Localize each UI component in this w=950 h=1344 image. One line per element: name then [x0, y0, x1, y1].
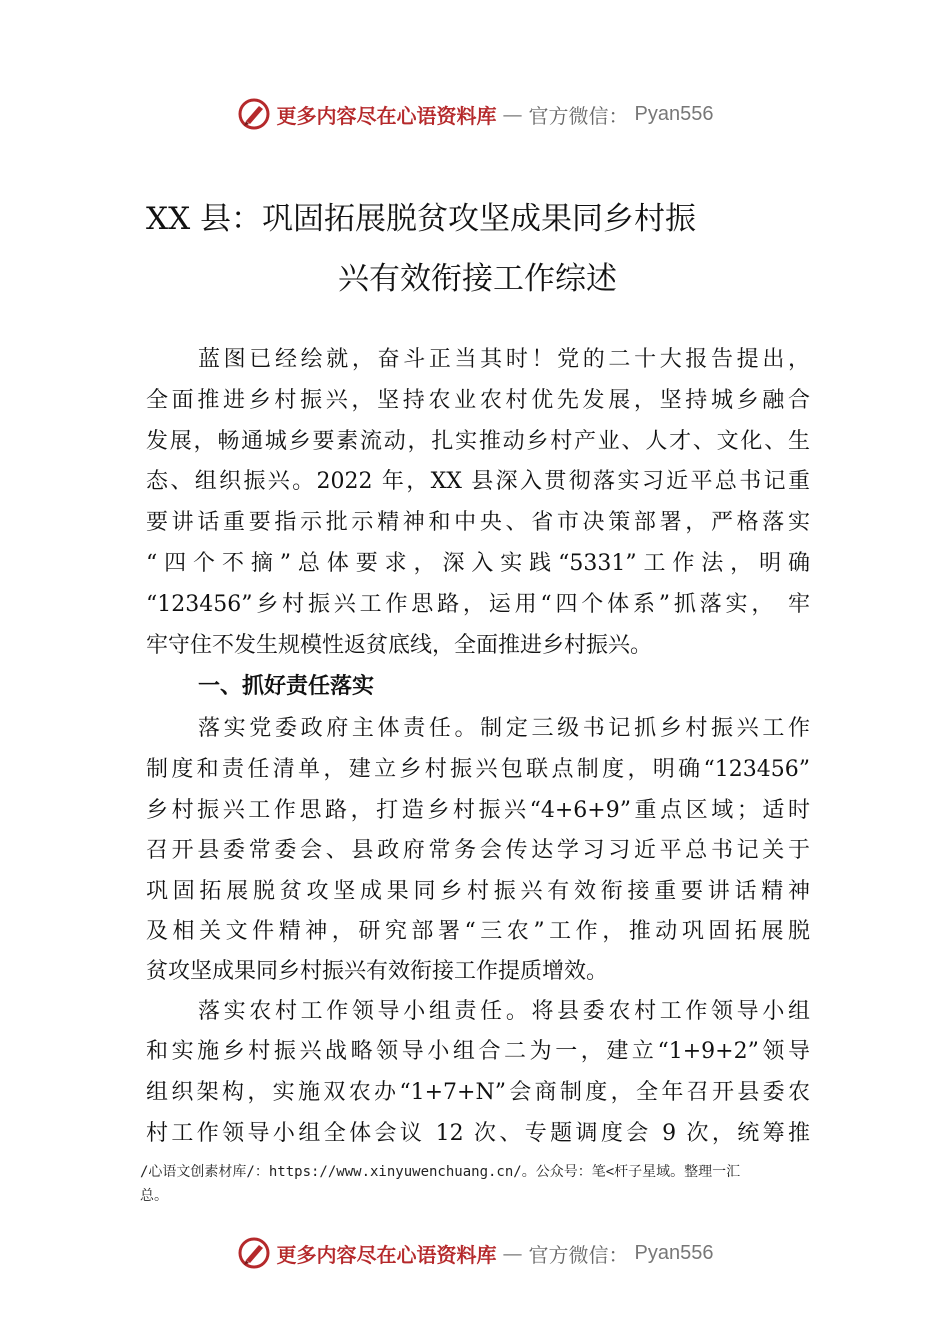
paragraph-3-line-3: 组织架构，实施双农办“1+7+N”会商制度，全年召开县委农: [146, 1080, 810, 1105]
bottom-watermark-banner: [0, 1233, 950, 1273]
paragraph-2-line-2: 制度和责任清单，建立乡村振兴包联点制度，明确“123456”: [146, 757, 810, 782]
banner-wechat-label: 官方微信：: [528, 103, 629, 128]
paragraph-1-line-3: 发展，畅通城乡要素流动，扎实推动乡村产业、人才、文化、生: [146, 429, 810, 454]
footer-source-note-line-1: /心语文创素材库/：https://www.xinyuwenchuang.cn/。公众号：笔<杆子星域。整理一汇: [140, 1164, 741, 1180]
banner-wechat-id: Pyan556: [634, 1241, 714, 1264]
paragraph-1-line-2: 全面推进乡村振兴，坚持农业农村优先发展，坚持城乡融合: [146, 388, 810, 413]
paragraph-3-line-1: 落实农村工作领导小组责任。将县委农村工作领导小组: [198, 999, 810, 1024]
paragraph-2-line-4: 召开县委常委会、县政府常务会传达学习习近平总书记关于: [146, 838, 810, 863]
paragraph-2-line-7: 贫攻坚成果同乡村振兴有效衔接工作提质增效。: [146, 959, 609, 984]
paragraph-1-line-1: 蓝图已经绘就，奋斗正当其时！党的二十大报告提出，: [198, 347, 810, 372]
banner-wechat-id: Pyan556: [634, 102, 714, 125]
paragraph-1-line-4: 态、组织振兴。2022 年，XX 县深入贯彻落实习近平总书记重: [146, 469, 810, 494]
pen-logo-icon: [237, 97, 271, 131]
banner-brand-text: 更多内容尽在心语资料库: [276, 103, 497, 128]
paragraph-1-line-5: 要讲话重要指示批示精神和中央、省市决策部署，严格落实: [146, 510, 810, 535]
paragraph-3-line-4: 村工作领导小组全体会议 12 次、专题调度会 9 次，统筹推: [146, 1121, 810, 1146]
banner-dash: —: [502, 102, 523, 126]
document-title-line-1: XX 县：巩固拓展脱贫攻坚成果同乡村振: [146, 201, 696, 237]
section-heading-1: 一、抓好责任落实: [198, 674, 375, 699]
paragraph-2-line-3: 乡村振兴工作思路，打造乡村振兴“4+6+9”重点区域；适时: [146, 798, 810, 823]
banner-brand-text: 更多内容尽在心语资料库: [276, 1242, 497, 1267]
paragraph-2-line-6: 及相关文件精神，研究部署“三农”工作，推动巩固拓展脱: [146, 919, 810, 944]
paragraph-2-line-5: 巩固拓展脱贫攻坚成果同乡村振兴有效衔接重要讲话精神: [146, 879, 810, 904]
top-watermark-banner: [0, 94, 950, 134]
document-title-line-2: 兴有效衔接工作综述: [338, 261, 617, 297]
pen-logo-icon: [237, 1236, 271, 1270]
banner-wechat-label: 官方微信：: [528, 1242, 629, 1267]
paragraph-2-line-1: 落实党委政府主体责任。制定三级书记抓乡村振兴工作: [198, 716, 810, 741]
paragraph-3-line-2: 和实施乡村振兴战略领导小组合二为一，建立“1+9+2”领导: [146, 1039, 810, 1064]
paragraph-1-line-7: “123456”乡村振兴工作思路，运用“四个体系”抓落实， 牢: [146, 592, 810, 617]
banner-dash: —: [502, 1241, 523, 1265]
paragraph-1-line-6: “四个不摘”总体要求，深入实践“5331”工作法，明确: [146, 551, 810, 576]
footer-source-note-line-2: 总。: [140, 1188, 168, 1204]
paragraph-1-line-8: 牢守住不发生规模性返贫底线，全面推进乡村振兴。: [146, 633, 653, 658]
